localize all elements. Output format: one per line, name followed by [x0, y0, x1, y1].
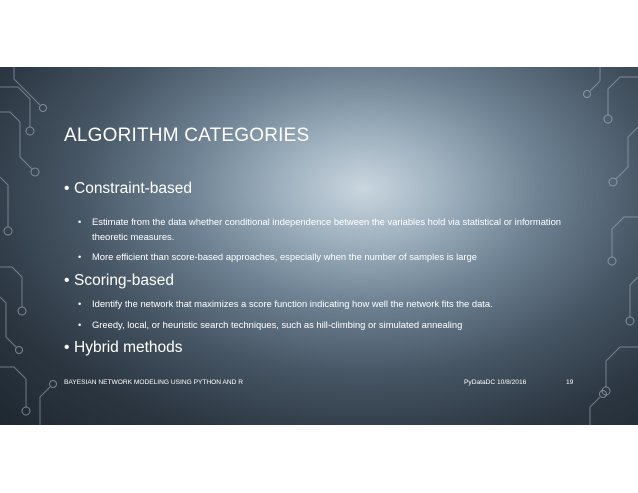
slide-title: ALGORITHM CATEGORIES — [64, 125, 310, 146]
sub-bullet-dot: • — [78, 251, 82, 262]
sub-bullet — [78, 214, 578, 242]
bullet-scoring-based — [64, 272, 174, 290]
bullet-dot: • — [64, 180, 70, 197]
sub-bullet-text: Greedy, local, or heuristic search techniques, such as hill-climbing or simulated annealing — [92, 319, 463, 330]
sub-bullet-text: More efficient than score-based approaches, especially when the number of samples is large — [92, 251, 477, 262]
bullet-label: Scoring-based — [74, 272, 174, 289]
bullet-constraint-based — [64, 180, 192, 198]
slide — [0, 67, 638, 425]
bullet-dot: • — [64, 339, 70, 356]
page-number: 19 — [566, 379, 574, 386]
bullet-dot: • — [64, 272, 70, 289]
bullet-hybrid-methods — [64, 339, 183, 357]
sub-bullet — [78, 249, 578, 264]
sub-bullet-dot: • — [78, 319, 82, 330]
sub-bullet — [78, 317, 578, 332]
sub-bullet-dot: • — [78, 298, 82, 309]
sub-bullet — [78, 296, 578, 311]
sub-bullet-text: Estimate from the data whether conditional independence between the variables hold via statistical or information theoretic measures. — [92, 216, 562, 242]
bullet-label: Constraint-based — [74, 180, 193, 197]
sub-bullet-dot: • — [78, 216, 82, 227]
bullet-label: Hybrid methods — [74, 339, 183, 356]
footer-title: BAYESIAN NETWORK MODELING USING PYTHON AND R — [64, 379, 244, 386]
footer-date: PyDataDC 10/8/2016 — [464, 379, 527, 386]
sub-bullet-text: Identify the network that maximizes a score function indicating how well the network fits the data. — [92, 298, 493, 309]
circuit-decoration — [0, 67, 638, 425]
